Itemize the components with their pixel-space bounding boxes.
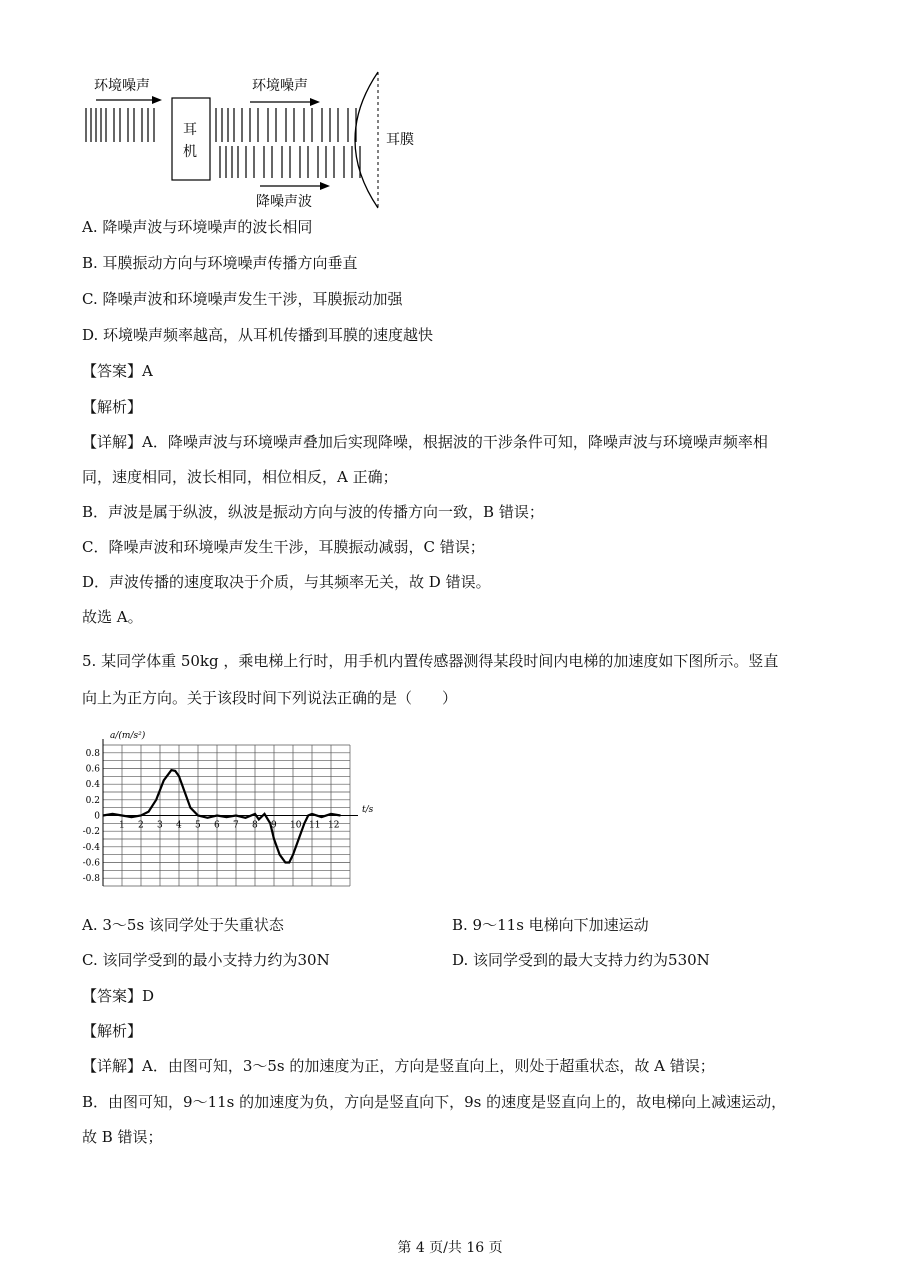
page-footer: 第 4 页/共 16 页 [397, 1240, 503, 1256]
q4-detail-3: B．声波是属于纵波，纵波是振动方向与波的传播方向一致，B 错误； [82, 503, 544, 521]
label-noise-right: 环境噪声 [252, 78, 308, 94]
y-tick-label: -0.2 [82, 827, 100, 838]
x-tick-label: 11 [309, 820, 321, 831]
q4-detail-2: 同，速度相同，波长相同，相位相反，A 正确； [82, 468, 398, 486]
q5-detail-2: B．由图可知，9～11s 的加速度为负，方向是竖直向下，9s 的速度是竖直向上的，故电梯向上减速运动， [82, 1093, 787, 1111]
x-tick-label: 5 [195, 820, 201, 831]
q5-option-a: A. 3～5s 该同学处于失重状态 [82, 916, 284, 934]
q5-option-d: D. 该同学受到的最大支持力约为530N [452, 951, 710, 969]
q4-detail-5: D．声波传播的速度取决于介质，与其频率无关，故 D 错误。 [82, 573, 491, 591]
arrow-head-right [310, 98, 320, 106]
chart-x-ticks [119, 821, 339, 831]
earphone-box [172, 98, 210, 180]
y-tick-label: 0.8 [85, 748, 100, 759]
q4-conclusion: 故选 A。 [82, 608, 143, 626]
x-tick-label: 7 [233, 820, 239, 831]
x-tick-label: 4 [176, 820, 182, 831]
q5-detail-3: 故 B 错误； [82, 1128, 163, 1146]
acceleration-chart [74, 728, 384, 893]
y-tick-label: 0 [94, 811, 100, 822]
x-tick-label: 2 [138, 820, 144, 831]
x-tick-label: 8 [252, 820, 258, 831]
noise-bars-left [86, 108, 154, 142]
q5-analysis-label: 【解析】 [82, 1022, 143, 1040]
q5-option-b: B. 9～11s 电梯向下加速运动 [452, 916, 649, 934]
label-eardrum: 耳膜 [386, 132, 414, 148]
y-tick-label: 0.2 [85, 795, 100, 806]
chart-grid [103, 739, 358, 886]
q5-stem-2: 向上为正方向。关于该段时间下列说法正确的是（ ） [82, 689, 458, 707]
arrow-head-antinoise [320, 182, 330, 190]
q4-detail-1: 【详解】A．降噪声波与环境噪声叠加后实现降噪，根据波的干涉条件可知，降噪声波与环境噪声频率相 [82, 433, 768, 451]
q5-option-c: C. 该同学受到的最小支持力约为30N [82, 951, 330, 969]
x-tick-label: 12 [328, 820, 340, 831]
q4-detail-4: C．降噪声波和环境噪声发生干涉，耳膜振动减弱，C 错误； [82, 538, 485, 556]
q5-stem-1: 5. 某同学体重 50kg ，乘电梯上行时，用手机内置传感器测得某段时间内电梯的加速度如下图所示。竖直 [82, 652, 779, 670]
eardrum-curve [355, 72, 378, 208]
q4-option-a: A. 降噪声波与环境噪声的波长相同 [82, 218, 313, 236]
q4-option-c: C. 降噪声波和环境噪声发生干涉，耳膜振动加强 [82, 290, 403, 308]
chart-xlabel: t/s [362, 805, 374, 815]
x-tick-label: 6 [214, 820, 220, 831]
q5-detail-1: 【详解】A．由图可知，3～5s 的加速度为正，方向是竖直向上，则处于超重状态，故 A 错误； [82, 1057, 715, 1075]
arrow-head-left [152, 96, 162, 104]
y-tick-label: -0.4 [82, 842, 100, 853]
noise-bars-right [216, 108, 356, 142]
q4-option-b: B. 耳膜振动方向与环境噪声传播方向垂直 [82, 254, 358, 272]
x-tick-label: 3 [157, 820, 163, 831]
x-tick-label: 9 [271, 820, 277, 831]
q4-analysis-label: 【解析】 [82, 398, 143, 416]
y-tick-label: -0.8 [82, 874, 100, 885]
chart-y-ticks [83, 749, 101, 884]
q4-answer: 【答案】A [82, 362, 153, 380]
y-tick-label: -0.6 [82, 858, 100, 869]
label-earphone-1: 耳 [183, 122, 197, 138]
chart-ylabel: a/(m/s²) [110, 731, 146, 741]
earphone-diagram [82, 68, 442, 213]
label-noise-left: 环境噪声 [94, 78, 150, 94]
label-earphone-2: 机 [183, 144, 197, 160]
x-tick-label: 1 [119, 820, 125, 831]
x-tick-label: 10 [290, 820, 302, 831]
q5-answer: 【答案】D [82, 987, 155, 1005]
q4-option-d: D. 环境噪声频率越高，从耳机传播到耳膜的速度越快 [82, 326, 434, 344]
antinoise-bars [220, 146, 360, 178]
label-antinoise: 降噪声波 [256, 194, 312, 210]
y-tick-label: 0.6 [85, 764, 100, 775]
y-tick-label: 0.4 [85, 780, 100, 791]
